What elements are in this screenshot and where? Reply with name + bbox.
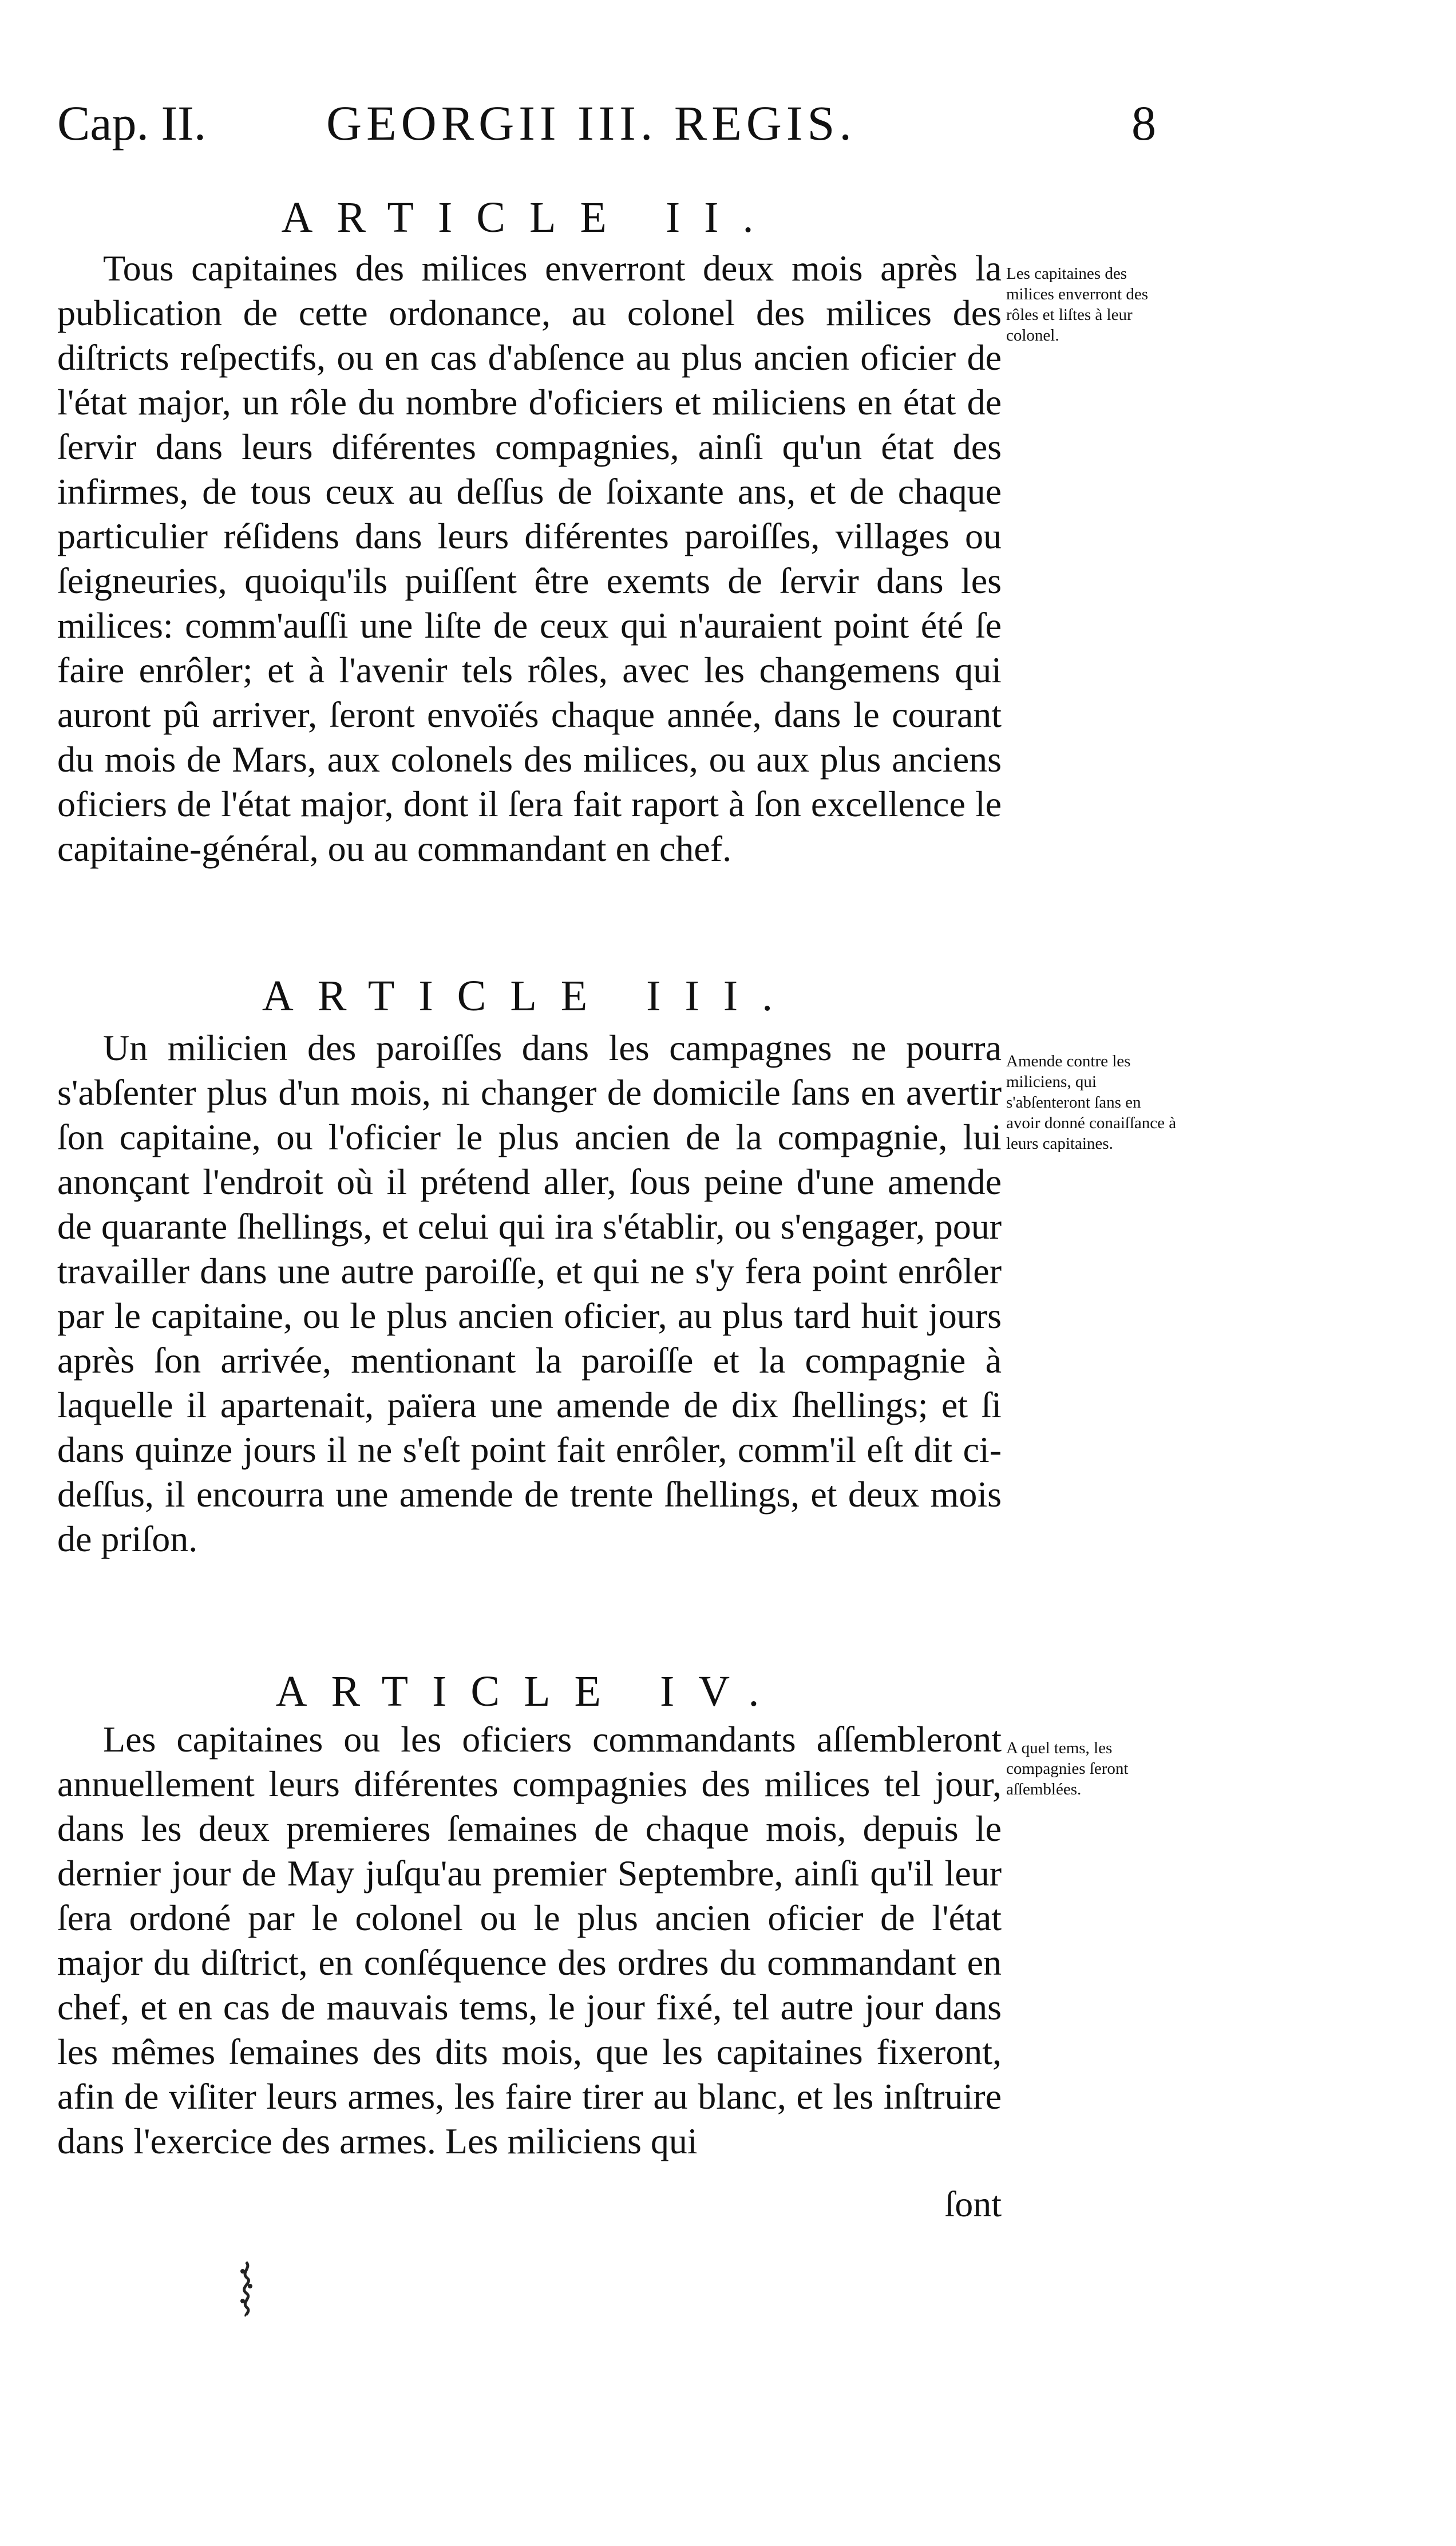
chapter-label: Cap. II. bbox=[57, 96, 207, 151]
margin-note: Les capitaines des milices enverront des rôles et liſtes à leur colonel. bbox=[1006, 264, 1149, 345]
article-paragraph: Tous capitaines des milices enverront deux mois après la publication de cette ordonance, au colonel des milices des diſtricts reſpectifs, ou en cas d'abſence au plus ancien oficier de l'état major, un rôle du nombre d'oficiers et miliciens en état de ſervir dans leurs diférentes compagnies, ainſi qu'un état des infirmes, de tous ceux au deſſus de ſoixante ans, et de chaque particulier réſidens dans leurs diférentes paroiſſes, villages ou ſeigneuries, quoiqu'ils puiſſent être exemts de ſervir dans les milices: comm'auſſi une liſte de ceux qui n'auraient point été ſe faire enrôler; et à l'avenir tels rôles, avec les changemens qui auront pû arriver, ſeront envoïés chaque année, dans le courant du mois de Mars, aux colonels des milices, ou aux plus anciens oficiers de l'état major, dont il ſera fait raport à ſon excellence le capitaine-général, ou au commandant en chef. bbox=[57, 248, 1002, 869]
article-heading: ARTICLE III. bbox=[262, 972, 797, 1020]
page-number: 8 bbox=[1131, 96, 1156, 151]
article-paragraph: Un milicien des paroiſſes dans les campagnes ne pourra s'abſenter plus d'un mois, ni changer de domicile ſans en avertir ſon capitaine, ou l'oficier le plus ancien de la compagnie, lui anonçant l'endroit où il prétend aller, ſous peine d'une amende de quarante ſhellings, et celui qui ira s'établir, ou s'engager, pour travailler dans une autre paroiſſe, et qui ne s'y fera point enrôler par le capitaine, ou le plus ancien oficier, au plus tard huit jours après ſon arrivée, mentionant la paroiſſe et la compagnie à laquelle il apartenait, païera une amende de dix ſhellings; et ſi dans quinze jours il ne s'eſt point fait enrôler, comm'il eſt dit ci-deſſus, il encourra une amende de trente ſhellings, et deux mois de priſon. bbox=[57, 1027, 1002, 1559]
article-text bbox=[57, 1026, 1002, 1561]
printer-ornament-icon bbox=[235, 2260, 258, 2317]
margin-note: Amende contre les miliciens, qui s'abſenteront ſans en avoir donné conaiſſance à leurs capitaines. bbox=[1006, 1052, 1177, 1153]
article-heading: ARTICLE II. bbox=[281, 193, 778, 242]
running-title: GEORGII III. REGIS. bbox=[326, 96, 856, 151]
article-paragraph: Les capitaines ou les oficiers commandants aſſembleront annuellement leurs diférentes compagnies des milices tel jour, dans les deux premieres ſemaines de chaque mois, depuis le dernier jour de May juſqu'au premier Septembre, ainſi qu'il leur ſera ordoné par le colonel ou le plus ancien oficier de l'état major du diſtrict, en conſéquence des ordres du commandant en chef, et en cas de mauvais tems, le jour fixé, tel autre jour dans les mêmes ſemaines des dits mois, que les capitaines fixeront, afin de viſiter leurs armes, les faire tirer au blanc, et les inſtruire dans l'exercice des armes. Les miliciens qui bbox=[57, 1719, 1002, 2161]
margin-note: A quel tems, les compagnies ſeront aſſemblées. bbox=[1006, 1739, 1129, 1798]
catchword: ſont bbox=[944, 2184, 1002, 2224]
running-head bbox=[57, 86, 1156, 160]
article-text bbox=[57, 246, 1002, 871]
article-text bbox=[57, 1717, 1002, 2164]
article-heading: ARTICLE IV. bbox=[275, 1667, 784, 1715]
